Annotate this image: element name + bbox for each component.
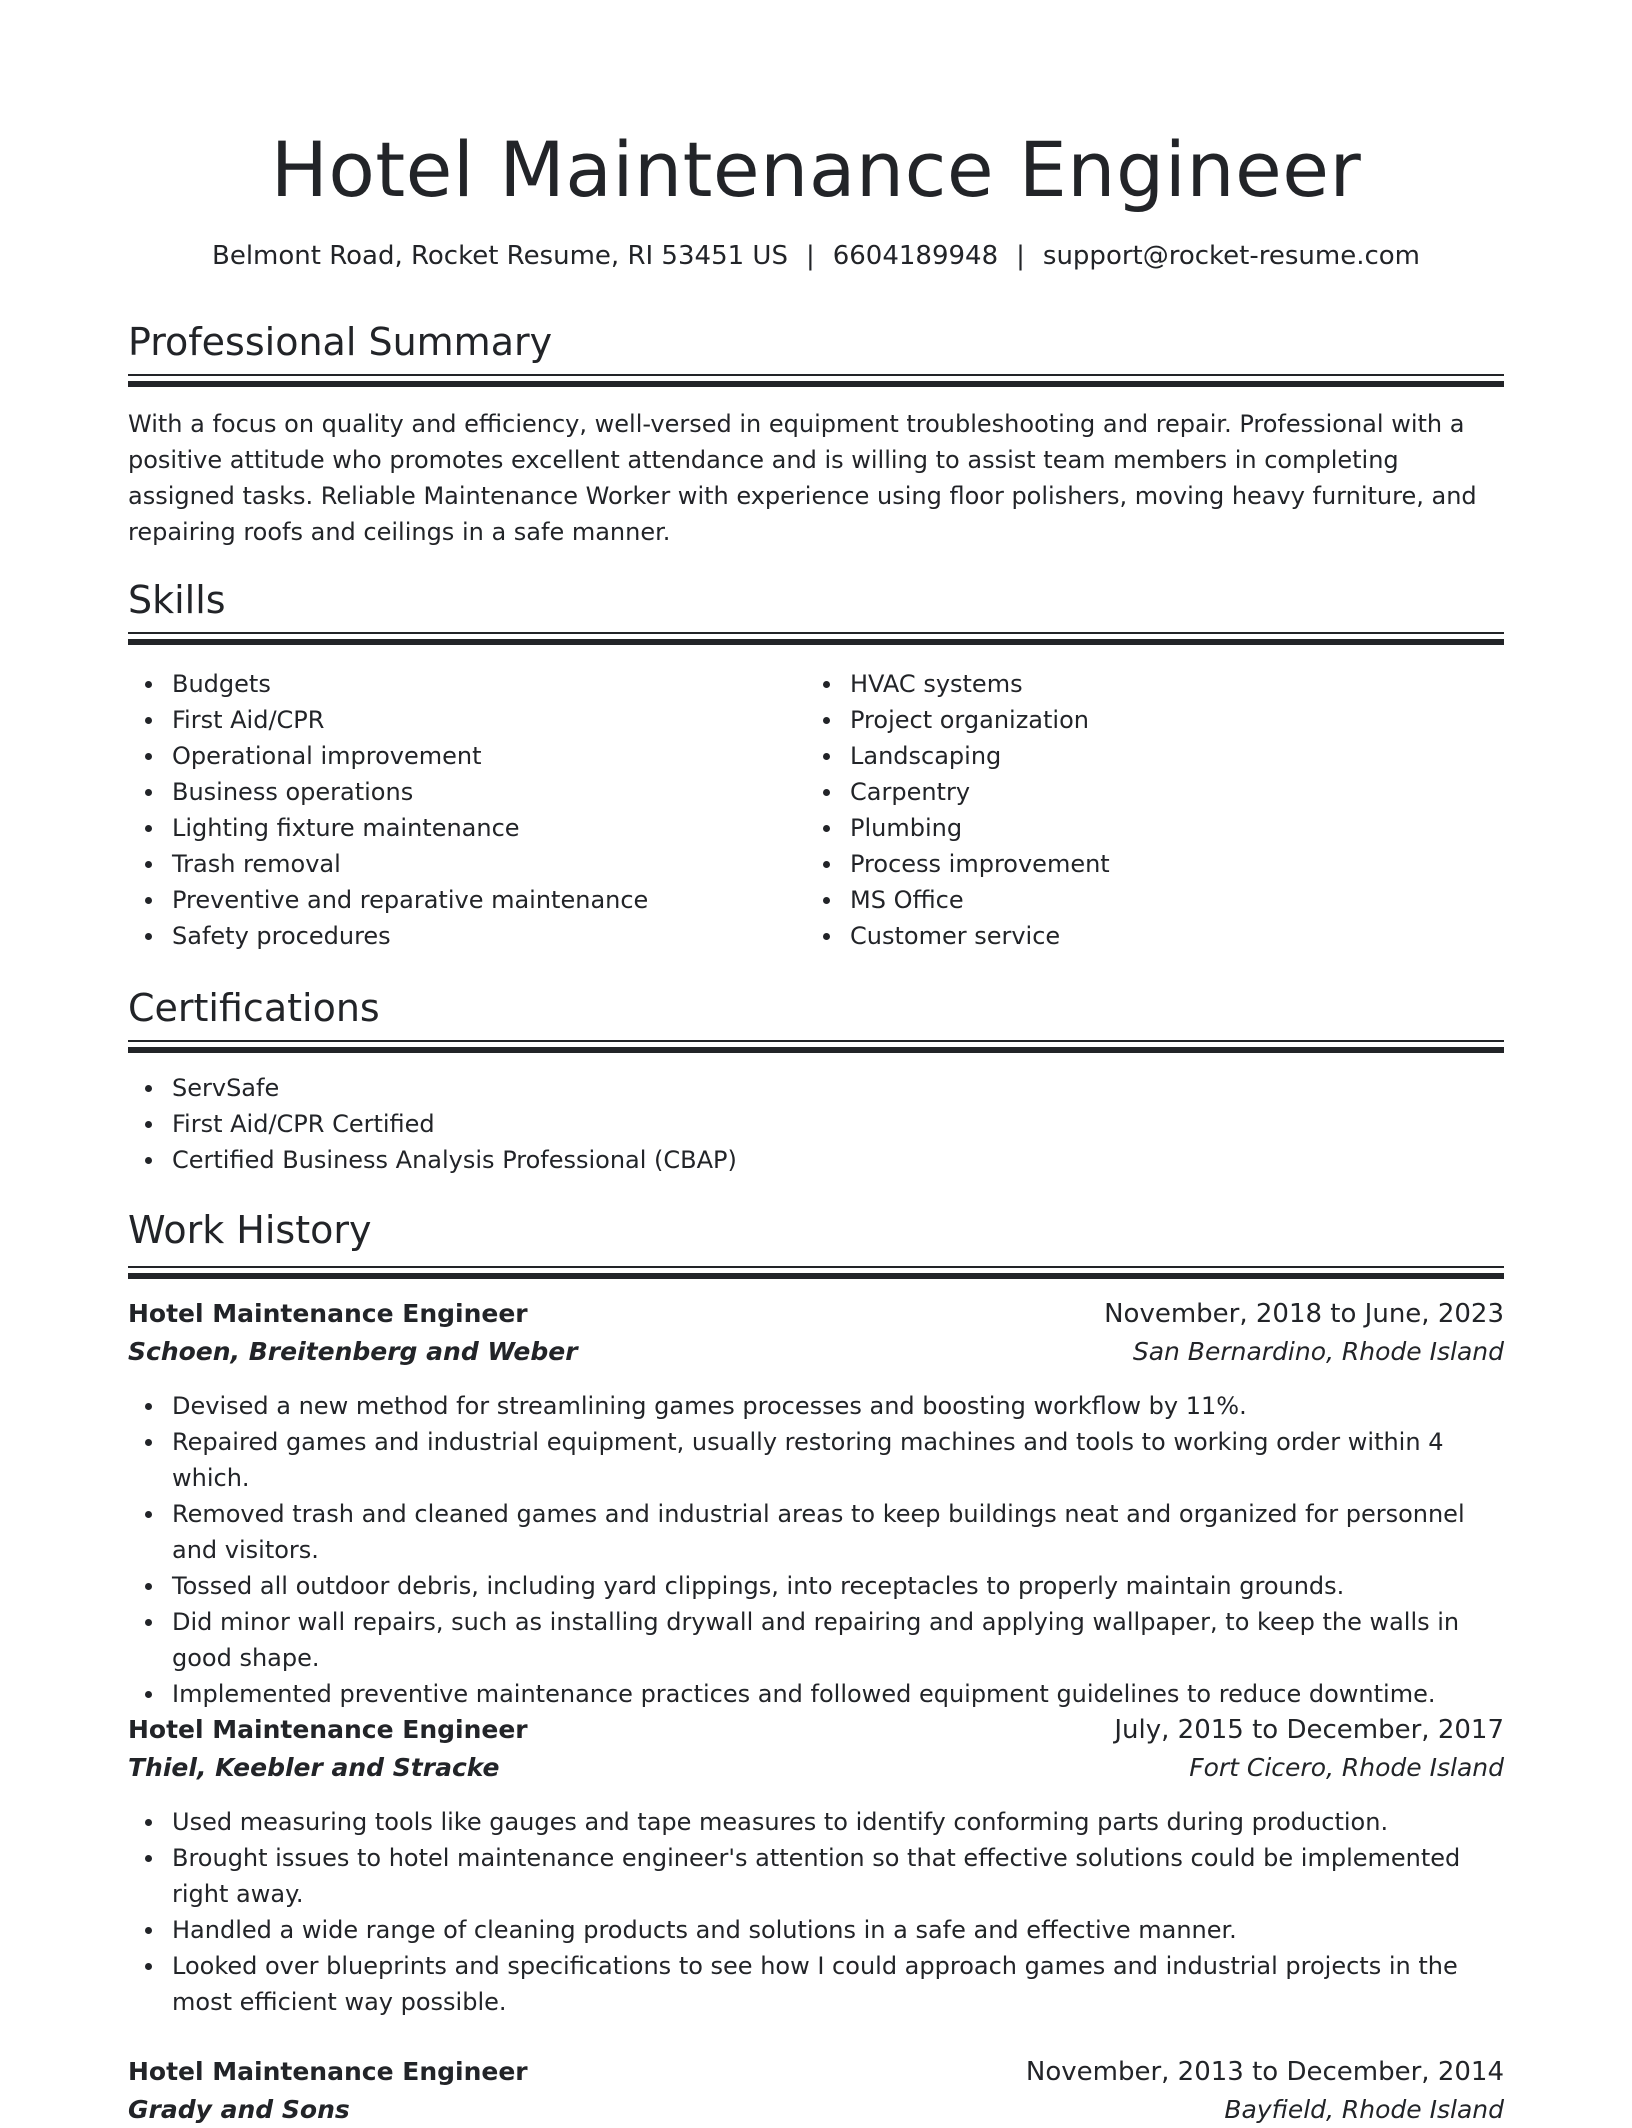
skill-item: Budgets: [172, 666, 792, 702]
job-title: Hotel Maintenance Engineer: [128, 2057, 528, 2086]
contact-line: [128, 238, 1504, 274]
skill-item: Project organization: [850, 702, 1470, 738]
job-location: San Bernardino, Rhode Island: [1132, 1337, 1504, 1366]
skills-list-left: [128, 666, 792, 954]
contact-email: support@rocket-resume.com: [1042, 241, 1421, 271]
skill-item: Trash removal: [172, 846, 792, 882]
skill-item: Preventive and reparative maintenance: [172, 882, 792, 918]
job-company: Thiel, Keebler and Stracke: [128, 1753, 500, 1782]
section-divider: [128, 632, 1504, 646]
job-dates: July, 2015 to December, 2017: [1114, 1715, 1504, 1745]
certifications-list: [128, 1070, 1504, 1178]
certification-item: First Aid/CPR Certified: [172, 1106, 1504, 1142]
section-heading-certifications: Certifications: [128, 986, 380, 1030]
job-location: Fort Cicero, Rhode Island: [1189, 1753, 1504, 1782]
job-company: Schoen, Breitenberg and Weber: [128, 1337, 578, 1366]
contact-address: Belmont Road, Rocket Resume, RI 53451 US: [211, 241, 788, 271]
contact-phone: 6604189948: [832, 241, 999, 271]
section-divider: [128, 374, 1504, 388]
job-dates: November, 2013 to December, 2014: [1025, 2057, 1504, 2087]
skill-item: Landscaping: [850, 738, 1470, 774]
job-company: Grady and Sons: [128, 2095, 350, 2124]
section-divider: [128, 1266, 1504, 1280]
job-bullet: Repaired games and industrial equipment, usually restoring machines and tools to working order within 4 which.: [172, 1424, 1504, 1496]
section-divider: [128, 1040, 1504, 1054]
skills-list-right: [806, 666, 1470, 954]
candidate-name: Hotel Maintenance Engineer: [270, 125, 1362, 214]
job-bullet: Implemented preventive maintenance practices and followed equipment guidelines to reduce downtime.: [172, 1676, 1504, 1712]
section-heading-work-history: Work History: [128, 1208, 372, 1252]
job-bullet: Tossed all outdoor debris, including yard clippings, into receptacles to properly maintain grounds.: [172, 1568, 1504, 1604]
job-bullet: Did minor wall repairs, such as installing drywall and repairing and applying wallpaper, to keep the walls in good shape.: [172, 1604, 1504, 1676]
contact-separator: |: [805, 241, 815, 271]
skill-item: Process improvement: [850, 846, 1470, 882]
section-heading-summary: Professional Summary: [128, 320, 553, 364]
job-dates: November, 2018 to June, 2023: [1104, 1299, 1504, 1329]
skill-item: Customer service: [850, 918, 1470, 954]
job-bullets: [128, 1804, 1504, 2020]
skill-item: Lighting fixture maintenance: [172, 810, 792, 846]
job-bullet: Handled a wide range of cleaning products and solutions in a safe and effective manner.: [172, 1912, 1504, 1948]
job-bullet: Removed trash and cleaned games and industrial areas to keep buildings neat and organized for personnel and visitors.: [172, 1496, 1504, 1568]
summary-text: With a focus on quality and efficiency, well-versed in equipment troubleshooting and repair. Professional with a positive attitude who promotes excellent attendance and is willing to assist team members in completing assigned tasks. Reliable Maintenance Worker with experience using floor polishers, moving heavy furniture, and repairing roofs and ceilings in a safe manner.: [128, 410, 1477, 546]
skill-item: Business operations: [172, 774, 792, 810]
job-title: Hotel Maintenance Engineer: [128, 1715, 528, 1744]
skill-item: Plumbing: [850, 810, 1470, 846]
job-location: Bayfield, Rhode Island: [1224, 2095, 1504, 2124]
job-bullet: Used measuring tools like gauges and tape measures to identify conforming parts during production.: [172, 1804, 1504, 1840]
job-bullet: Brought issues to hotel maintenance engineer's attention so that effective solutions could be implemented right away.: [172, 1840, 1504, 1912]
skill-item: Operational improvement: [172, 738, 792, 774]
skill-item: Safety procedures: [172, 918, 792, 954]
section-heading-skills: Skills: [128, 578, 226, 622]
contact-separator: |: [1016, 241, 1025, 271]
job-bullet: Devised a new method for streamlining games processes and boosting workflow by 11%.: [172, 1388, 1504, 1424]
skill-item: Carpentry: [850, 774, 1470, 810]
job-bullets: [128, 1388, 1504, 1712]
skill-item: MS Office: [850, 882, 1470, 918]
job-title: Hotel Maintenance Engineer: [128, 1299, 528, 1328]
certification-item: ServSafe: [172, 1070, 1504, 1106]
certification-item: Certified Business Analysis Professional (CBAP): [172, 1142, 1504, 1178]
job-bullet: Looked over blueprints and specifications to see how I could approach games and industrial projects in the most efficient way possible.: [172, 1948, 1504, 2020]
skill-item: HVAC systems: [850, 666, 1470, 702]
skill-item: First Aid/CPR: [172, 702, 792, 738]
